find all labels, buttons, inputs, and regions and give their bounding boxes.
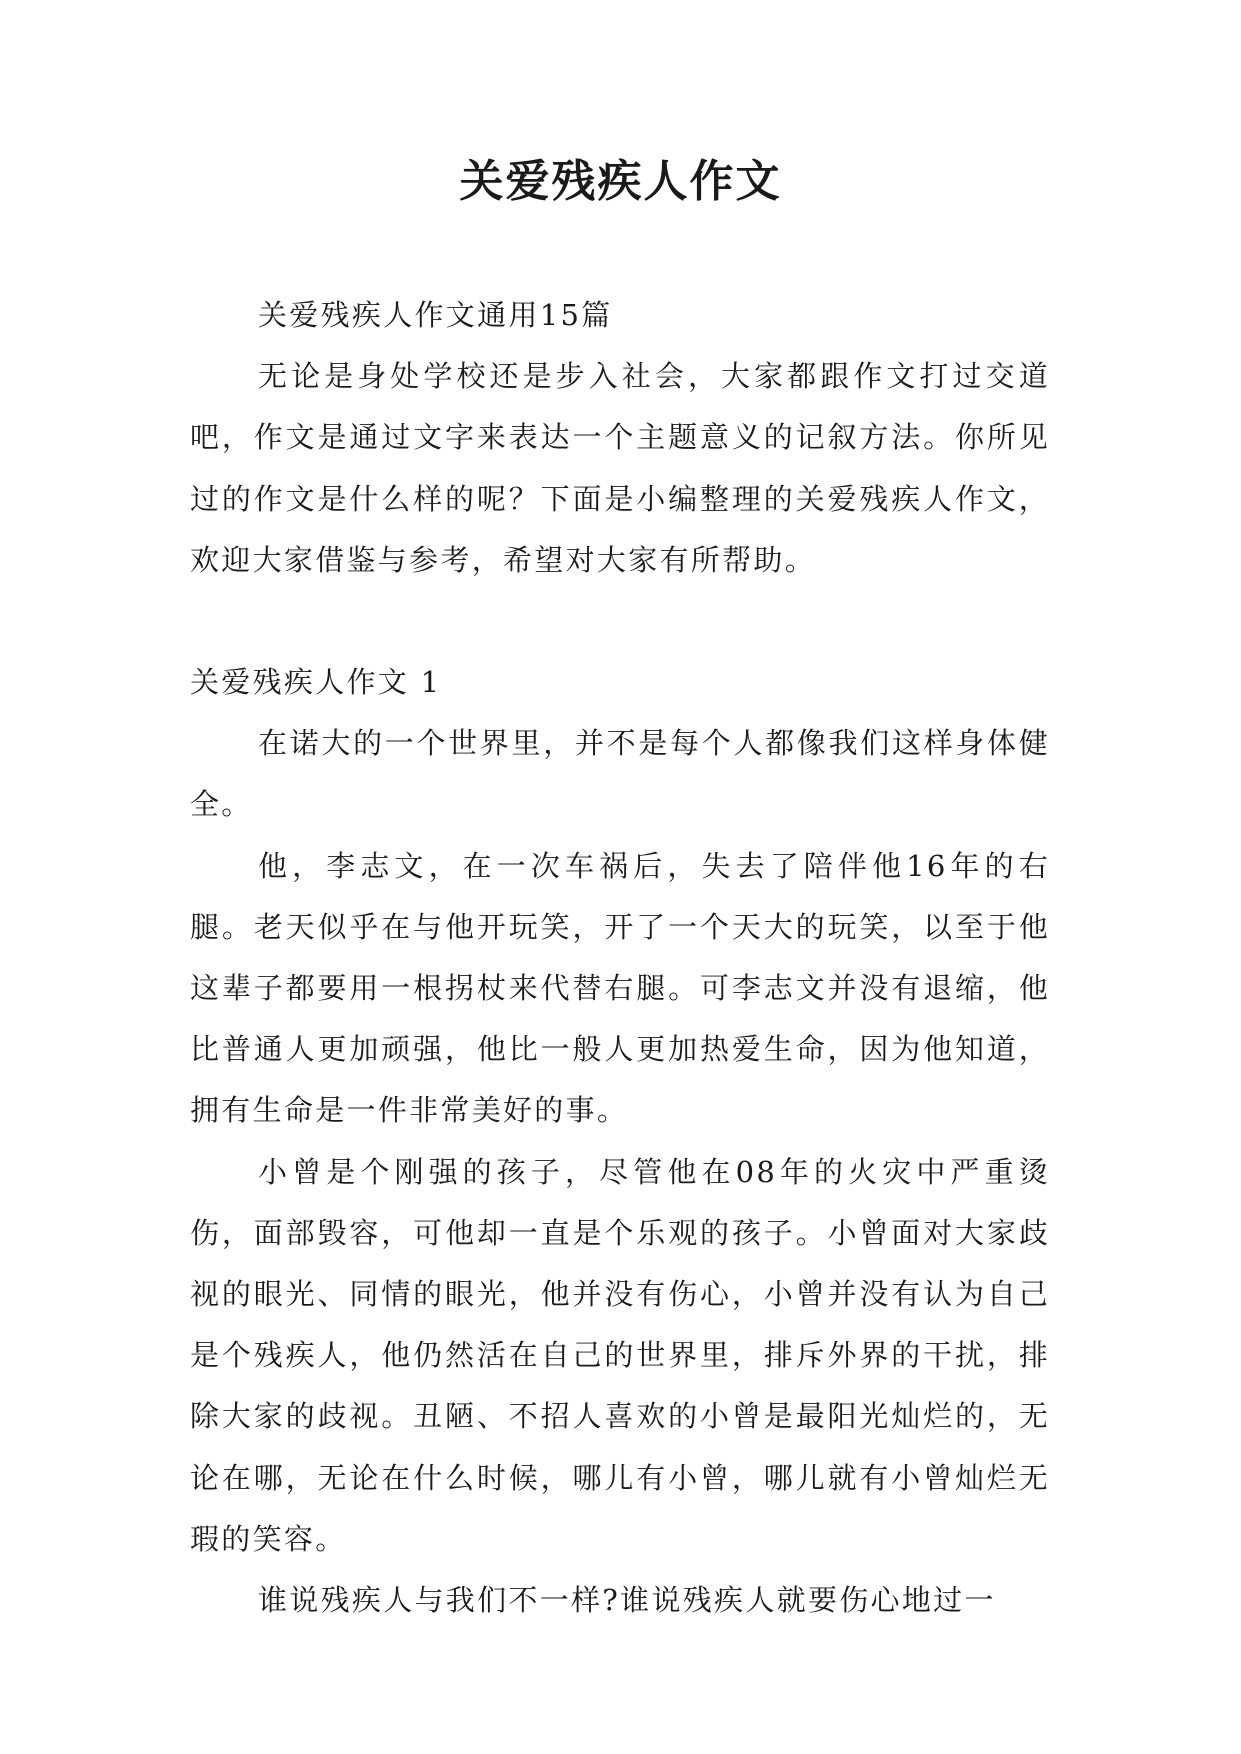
body-paragraph: 在诺大的一个世界里，并不是每个人都像我们这样身体健全。 (190, 726, 1050, 822)
paragraph-gap (190, 591, 1050, 652)
document-title: 关爱残疾人作文 (459, 156, 782, 207)
document-body (190, 285, 1050, 1631)
section-heading: 关爱残疾人作文 1 (190, 665, 442, 700)
subtitle-paragraph: 关爱残疾人作文通用15篇 (258, 298, 613, 332)
intro-paragraph: 无论是身处学校还是步入社会，大家都跟作文打过交道吧，作文是通过文字来表达一个主题意义的记叙方法。你所见过的作文是什么样的呢？下面是小编整理的关爱残疾人作文，欢迎大家借鉴与参考，希望对大家有所帮助。 (190, 359, 1050, 577)
body-paragraph: 他，李志文，在一次车祸后，失去了陪伴他16年的右腿。老天似乎在与他开玩笑，开了一个天大的玩笑，以至于他这辈子都要用一根拐杖来代替右腿。可李志文并没有退缩，他比普通人更加顽强，他比一般人更加热爱生命，因为他知道，拥有生命是一件非常美好的事。 (190, 848, 1050, 1128)
body-paragraph: 谁说残疾人与我们不一样?谁说残疾人就要伤心地过一 (258, 1583, 996, 1618)
body-paragraph: 小曾是个刚强的孩子，尽管他在08年的火灾中严重烫伤，面部毁容，可他却一直是个乐观的孩子。小曾面对大家歧视的眼光、同情的眼光，他并没有伤心，小曾并没有认为自己是个残疾人，他仍然活在自己的世界里，排斥外界的干扰，排除大家的歧视。丑陋、不招人喜欢的小曾是最阳光灿烂的，无论在哪，无论在什么时候，哪儿有小曾，哪儿就有小曾灿烂无瑕的笑容。 (190, 1154, 1050, 1556)
